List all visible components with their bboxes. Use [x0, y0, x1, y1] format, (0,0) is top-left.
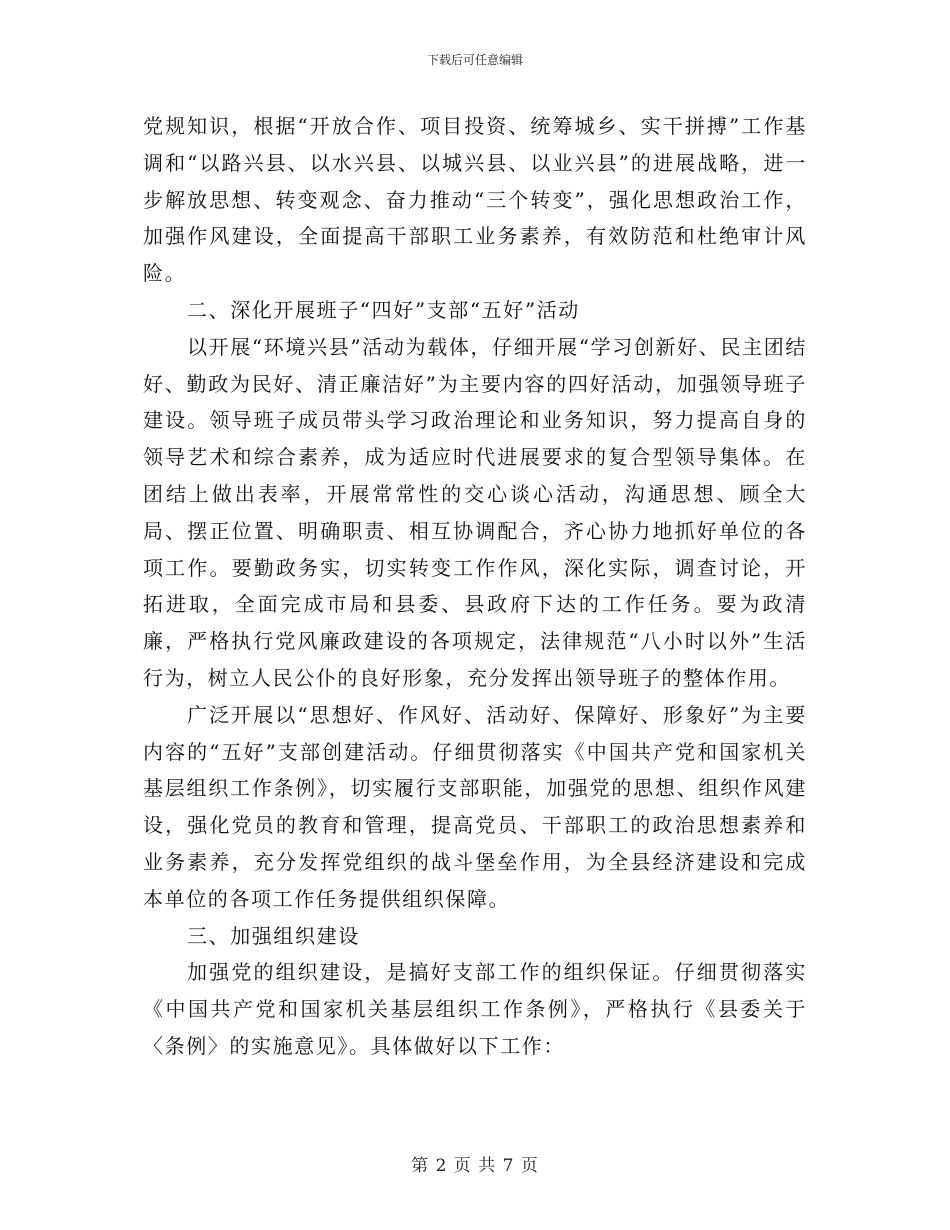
- paragraph-five-good: 广泛开展以“思想好、作风好、活动好、保障好、形象好”为主要内容的“五好”支部创建活动。仔细贯彻落实《中国共产党和国家机关基层组织工作条例》，切实履行支部职能，加强党的思想、组织作风建设，强化党员的教育和管理，提高党员、干部职工的政治思想素养和业务素养，充分发挥党组织的战斗堡垒作用，为全县经济建设和完成本单位的各项工作任务提供组织保障。: [143, 702, 807, 911]
- section-heading-3: 三、加强组织建设: [187, 923, 360, 948]
- document-body: [143, 108, 807, 1065]
- paragraph-four-good: 以开展“环境兴县”活动为载体，仔细开展“学习创新好、民主团结好、勤政为民好、清正廉洁好”为主要内容的四好活动，加强领导班子建设。领导班子成员带头学习政治理论和业务知识，努力提高自身的领导艺术和综合素养，成为适应时代进展要求的复合型领导集体。在团结上做出表率，开展常常性的交心谈心活动，沟通思想、顾全大局、摆正位置、明确职责、相互协调配合，齐心协力地抓好单位的各项工作。要勤政务实，切实转变工作作风，深化实际，调查讨论，开拓进取，全面完成市局和县委、县政府下达的工作任务。要为政清廉，严格执行党风廉政建设的各项规定，法律规范“八小时以外”生活行为，树立人民公仆的良好形象，充分发挥出领导班子的整体作用。: [143, 334, 807, 690]
- paragraph-continuation: 党规知识，根据“开放合作、项目投资、统筹城乡、实干拼搏”工作基调和“以路兴县、以水兴县、以城兴县、以业兴县”的进展战略，进一步解放思想、转变观念、奋力推动“三个转变”，强化思想政治工作，加强作风建设，全面提高干部职工业务素养，有效防范和杜绝审计风险。: [143, 114, 807, 286]
- section-heading-2: 二、深化开展班子“四好”支部“五好”活动: [187, 297, 580, 322]
- page-number: 第 2 页 共 7 页: [411, 1156, 539, 1176]
- paragraph-organization: 加强党的组织建设，是搞好支部工作的组织保证。仔细贯彻落实《中国共产党和国家机关基层组织工作条例》，严格执行《县委关于〈条例〉的实施意见》。具体做好以下工作：: [143, 960, 807, 1058]
- page-header: 下载后可任意编辑: [426, 53, 523, 67]
